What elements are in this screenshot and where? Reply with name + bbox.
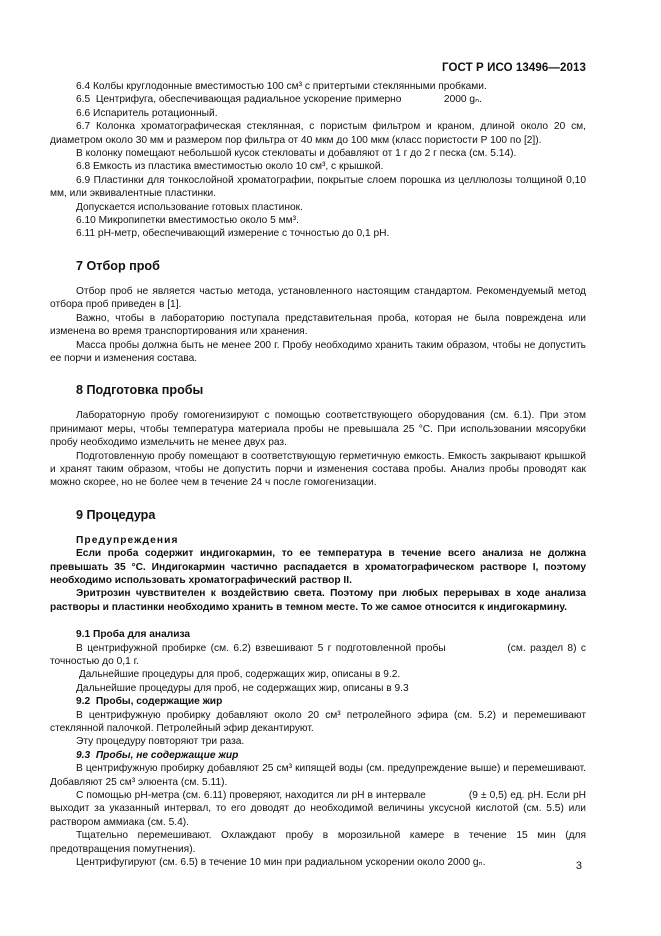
subsection-9-1-title: 9.1 Проба для анализа xyxy=(76,629,191,641)
equipment-item-6-7-note: В колонку помещают небольшой кусок стекловаты и добавляют от 1 г до 2 г песка (см. 5.14). xyxy=(76,148,517,160)
equipment-item-6-7: 6.7 Колонка хроматографическая стеклянная, с пористым фильтром и краном, длиной около 20 см, диаметром около 30 мм и размером пор фильтра от 40 мкм до 100 мкм (класс пористости P 100 по [2]). xyxy=(50,121,586,146)
subsection-9-1-paragraph: В центрифужной пробирке (см. 6.2) взвешивают 5 г подготовленной пробы (см. раздел 8) с точностью до 0,1 г. xyxy=(50,642,589,667)
equipment-item-6-4: 6.4 Колбы круглодонные вместимостью 100 см³ с притертыми стеклянными пробками. xyxy=(76,81,487,92)
equipment-item-6-11: 6.11 рН-метр, обеспечивающий измерение с точностью до 0,1 рН. xyxy=(76,228,390,240)
standard-header: ГОСТ Р ИСО 13496—2013 xyxy=(441,62,586,74)
section-8-paragraph: Лабораторную пробу гомогенизируют с помощью соответствующего оборудования (см. 6.1). При этом принимают меры, чтобы температура материала пробы не превышала 25 °С. При использовании мясорубки пробу необходимо измельчить не менее двух раз. xyxy=(50,410,586,449)
section-7-paragraph: Масса пробы должна быть не менее 200 г. Пробу необходимо хранить таким образом, чтобы не допустить ее порчи и изменения состава. xyxy=(50,339,586,364)
equipment-item-6-5: 6.5 Центрифуга, обеспечивающая радиальное ускорение примерно 2000 gₙ. xyxy=(76,94,482,106)
page-number: 3 xyxy=(575,860,582,872)
equipment-item-6-10: 6.10 Микропипетки вместимостью около 5 мм³. xyxy=(76,215,299,227)
subsection-9-1-paragraph: Дальнейшие процедуры для проб, не содержащих жир, описаны в 9.3 xyxy=(76,682,409,694)
section-7-paragraph: Важно, чтобы в лабораторию поступала представительная проба, которая не была повреждена или изменена во время транспортирования или хранения. xyxy=(50,312,586,338)
warnings-title: Предупреждения xyxy=(76,534,179,546)
subsection-9-3-title: 9.3 Пробы, не содержащие жир xyxy=(76,749,239,761)
subsection-9-3-paragraph: В центрифужную пробирку добавляют 25 см³ кипящей воды (см. предупреждение выше) и перемешивают. Добавляют 25 см³ элюента (см. 5.11). xyxy=(50,763,586,788)
equipment-item-6-6: 6.6 Испаритель ротационный. xyxy=(76,107,218,119)
section-9-title: 9 Процедура xyxy=(76,507,156,522)
equipment-item-6-9: 6.9 Пластинки для тонкослойной хроматографии, покрытые слоем порошка из целлюлозы толщиной 0,10 мм, или эквивалентные пластинки. xyxy=(50,174,586,200)
page-body xyxy=(50,80,589,870)
subsection-9-3-paragraph: Тщательно перемешивают. Охлаждают пробу в морозильной камере в течение 15 мин (для предотвращения помутнения). xyxy=(50,830,586,855)
subsection-9-1-paragraph: Дальнейшие процедуры для проб, содержащих жир, описаны в 9.2. xyxy=(76,669,401,681)
warning-paragraph: Эритрозин чувствителен к воздействию света. Поэтому при любых перерывах в ходе анализа растворы и пластинки необходимо хранить в темном месте. То же самое относится к индигокармину. xyxy=(50,588,586,613)
section-8-paragraph: Подготовленную пробу помещают в соответствующую герметичную емкость. Емкость закрывают крышкой и хранят таким образом, чтобы не допустить порчи и изменения состава пробы. Анализ пробы проводят как можно скорее, но не более чем в течение 24 ч после гомогенизации. xyxy=(50,450,586,489)
warning-paragraph: Если проба содержит индигокармин, то ее температура в течение всего анализа не должна превышать 35 °С. Индигокармин частично распадается в хроматографическом растворе I, поэтому необходимо использовать хроматографический раствор II. xyxy=(50,548,586,586)
subsection-9-3-paragraph: Центрифугируют (см. 6.5) в течение 10 мин при радиальном ускорении около 2000 gₙ. xyxy=(76,857,486,869)
subsection-9-3-paragraph: С помощью рН-метра (см. 6.11) проверяют, находится ли рН в интервале (9 ± 0,5) ед. рН. Если рН выходит за указанный интервал, то его доводят до необходимой величины уксусной кислотой (см. 5.5) или раствором аммиака (см. 5.4). xyxy=(50,790,589,828)
subsection-9-2-paragraph: В центрифужную пробирку добавляют около 20 см³ петролейного эфира (см. 5.2) и перемешивают стеклянной палочкой. Петролейный эфир декантируют. xyxy=(50,709,586,735)
equipment-item-6-8: 6.8 Емкость из пластика вместимостью около 10 см³, с крышкой. xyxy=(76,161,384,173)
equipment-item-6-9-note: Допускается использование готовых пластинок. xyxy=(76,201,303,213)
subsection-9-2-paragraph: Эту процедуру повторяют три раза. xyxy=(76,736,245,748)
section-7-title: 7 Отбор проб xyxy=(76,258,160,273)
section-8-title: 8 Подготовка пробы xyxy=(76,383,204,398)
section-7-paragraph: Отбор проб не является частью метода, установленного настоящим стандартом. Рекомендуемый метод отбора проб приведен в [1]. xyxy=(50,285,586,311)
subsection-9-2-title: 9.2 Пробы, содержащие жир xyxy=(76,696,223,708)
